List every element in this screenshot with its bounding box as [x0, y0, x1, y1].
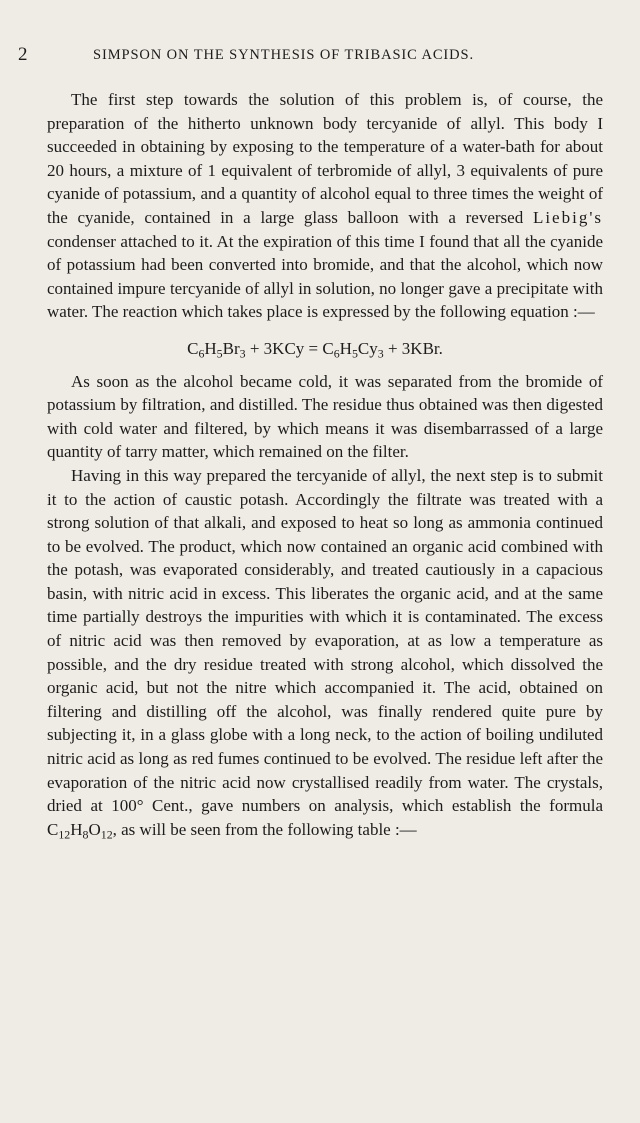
paragraph-1-text: The first step towards the solution of this problem is, of course, the preparation of the hitherto unknown body tercyanide of allyl. This body I succeeded in obtaining by exposing to the temperature of a water-bath for about 20 hours, a mixture of 1 equivalent of terbromide of allyl, 3 equivalents of pure cyanide of potassium, and a quantity of alcohol equal to three times the weight of the cyanide, contained in a large glass balloon with a reversed	[47, 90, 603, 227]
running-head: SIMPSON ON THE SYNTHESIS OF TRIBASIC ACIDS.	[93, 47, 474, 63]
body-text	[47, 88, 603, 841]
paragraph-2: As soon as the alcohol became cold, it was separated from the bromide of potassium by filtration, and distilled. The residue thus obtained was then digested with cold water and filtered, by which means it was disembarrassed of a large quantity of tarry matter, which remained on the filter.	[47, 371, 603, 462]
reaction-equation: $C_6H_5Br_3 + 3KCy = C_6H_5Cy_3 + 3KBr$.	[187, 338, 443, 361]
paragraph-3-text-cont: , as will be seen from the following table :—	[112, 819, 417, 839]
page-header	[18, 44, 600, 68]
liebig-name: Liebig's	[532, 207, 603, 227]
page-number: 2	[18, 44, 28, 65]
paragraph-1-text-cont: condenser attached to it. At the expiration of this time I found that all the cyanide of potassium had been converted into bromide, and that the alcohol, which now contained impure tercyanide of allyl in solution, no longer gave a precipitate with water. The reaction which takes place is expressed by the following equation :—	[47, 231, 603, 322]
paragraph-1	[47, 88, 603, 324]
acid-formula: $C_{12}H_8O_{12}$	[47, 819, 113, 842]
paragraph-3	[47, 464, 603, 842]
paragraph-3-text: Having in this way prepared the tercyanide of allyl, the next step is to submit it to the action of caustic potash. Accordingly the filtrate was treated with a strong solution of that alkali, and exposed to heat so long as ammonia continued to be evolved. The product, which now contained an organic acid combined with the potash, was evaporated considerably, and treated cautiously in a capacious basin, with nitric acid in excess. This liberates the organic acid, and at the same time partially destroys the impurities with which it is contaminated. The excess of nitric acid was then removed by evaporation, at as low a temperature as possible, and the dry residue treated with strong alcohol, which dissolved the organic acid, but not the nitre which accompanied it. The acid, obtained on filtering and distilling off the alcohol, was finally rendered quite pure by subjecting it, in a glass globe with a long neck, to the action of boiling undiluted nitric acid as long as red fumes continued to be evolved. The residue left after the evaporation of the nitric acid now crystallised readily from water. The crystals, dried at 100° Cent., gave numbers on analysis, which establish the formula	[47, 465, 603, 816]
